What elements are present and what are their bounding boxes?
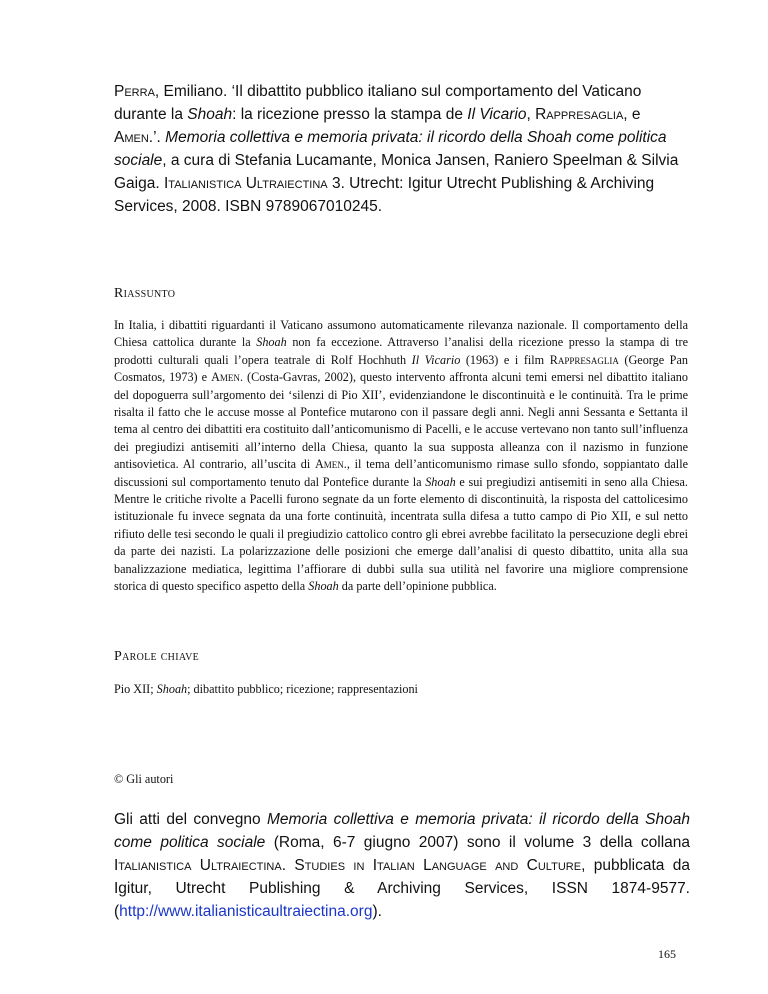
copyright-notice: © Gli autori (114, 772, 174, 786)
page-number: 165 (658, 947, 676, 961)
series-website-link[interactable]: http://www.italianisticaultraiectina.org (119, 903, 373, 920)
author-surname: Perra (114, 83, 155, 100)
publication-note: Gli atti del convegno Memoria collettiva e memoria privata: il ricordo della Shoah come politica sociale (Roma, 6-7 giugno 2007) sono il volume 3 della collana Italianistica Ultraiectina. Studies in Italian Language and Culture, pubblicata da Igitur, Utrecht Publishing & Archiving Services, ISSN 1874-9577. (http://www.italianisticaultraiectina.org). (114, 811, 691, 920)
abstract-text: In Italia, i dibattiti riguardanti il Vaticano assumono automaticamente rilevanza nazionale. Il comportamento della Chiesa cattolica durante la Shoah non fa eccezione. Attraverso l’analisi della ricezione presso la stampa di tre prodotti culturali quali l’opera teatrale di Rolf Hochhuth Il Vicario (1963) e i film Rappresaglia (George Pan Cosmatos, 1973) e Amen. (Costa-Gavras, 2002), questo intervento affronta alcuni temi emersi nel dibattito italiano del dopoguerra sull’argomento dei ‘silenzi di Pio XII’, evidenziandone le discontinuità e le continuità. Tra le prime risalta il fatto che le accuse mosse al Pontefice mutarono con il passare degli anni. Negli anni Sessanta e Settanta il tema al centro dei dibattiti era costituito dall’anticomunismo di Pacelli, e le accuse vertevano non tanto sull’influenza dei pregiudizi antisemiti all’interno della Chiesa, quanto la sua supposta alleanza con il nazismo in funzione antisovietica. Al contrario, all’uscita di Amen., il tema dell’anticomunismo rimase sullo sfondo, soppiantato dalle discussioni sul comportamento tenuto dal Pontefice durante la Shoah e sui pregiudizi antisemiti in seno alla Chiesa. Mentre le critiche rivolte a Pacelli furono segnate da un forte elemento di discontinuità, la risposta del cattolicesimo istituzionale fu invece segnata da una forte continuità, incentrata sulla difesa a tutto campo di Pio XII, e sul netto rifiuto delle tesi secondo le quali il pregiudizio cattolico contro gli ebrei avrebbe facilitato la persecuzione degli ebrei da parte dei nazisti. La polarizzazione delle posizioni che emerge dall’analisi di questo dibattito, unita alla sua banalizzazione mediatica, legittima l’affiorare di dubbi sulla sua utilità nel favorire una migliore comprensione storica di questo specifico aspetto della Shoah da parte dell’opinione pubblica. (114, 318, 688, 594)
keywords-list: Pio XII; Shoah; dibattito pubblico; ricezione; rappresentazioni (114, 682, 418, 696)
bibliographic-reference: Perra, Emiliano. ‘Il dibattito pubblico italiano sul comportamento del Vaticano durante la Shoah: la ricezione presso la stampa de Il Vicario, Rappresaglia, e Amen.’. Memoria collettiva e memoria privata: il ricordo della Shoah come politica sociale, a cura di Stefania Lucamante, Monica Jansen, Raniero Speelman & Silvia Gaiga. Italianistica Ultraiectina 3. Utrecht: Igitur Utrecht Publishing & Archiving Services, 2008. ISBN 9789067010245. (114, 83, 679, 215)
abstract-heading: Riassunto (114, 286, 176, 301)
keywords-heading: Parole chiave (114, 649, 200, 664)
book-title: Memoria collettiva e memoria privata: il ricordo della Shoah come politica sociale (114, 129, 667, 169)
series-name: Italianistica Ultraiectina (163, 175, 328, 192)
